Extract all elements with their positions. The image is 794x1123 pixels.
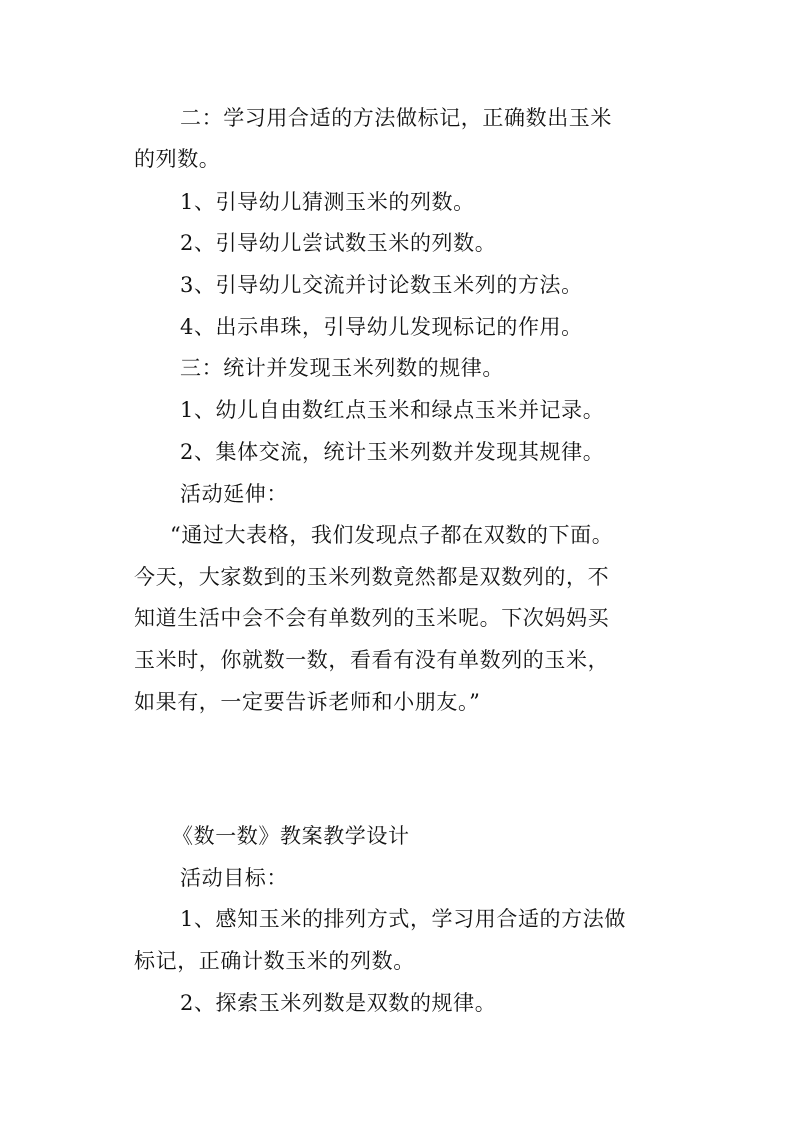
- section2-step-4: 4、出示串珠，引导幼儿发现标记的作用。: [180, 315, 583, 339]
- extension-quote-line-4: 玉米时，你就数一数，看看有没有单数列的玉米，: [134, 648, 610, 672]
- section2-step-1: 1、引导幼儿猜测玉米的列数。: [180, 190, 475, 214]
- extension-quote-line-3: 知道生活中会不会有单数列的玉米呢。下次妈妈买: [134, 606, 610, 630]
- section3-step-2: 2、集体交流，统计玉米列数并发现其规律。: [180, 440, 605, 464]
- extension-quote-line-1: “通过大表格，我们发现点子都在双数的下面。: [170, 523, 614, 547]
- section2-heading-line2: 的列数。: [134, 147, 221, 171]
- extension-heading: 活动延伸：: [180, 482, 288, 506]
- goal-1-line-2: 标记，正确计数玉米的列数。: [134, 949, 415, 973]
- extension-quote-line-2: 今天，大家数到的玉米列数竟然都是双数列的，不: [134, 565, 610, 589]
- goal-1-line-1: 1、感知玉米的排列方式，学习用合适的方法做: [180, 907, 626, 931]
- section3-heading: 三：统计并发现玉米列数的规律。: [180, 356, 504, 380]
- lesson-title: 《数一数》教案教学设计: [172, 824, 410, 848]
- section2-heading-line1: 二：学习用合适的方法做标记，正确数出玉米: [180, 106, 612, 130]
- section2-step-2: 2、引导幼儿尝试数玉米的列数。: [180, 231, 497, 255]
- section2-step-3: 3、引导幼儿交流并讨论数玉米列的方法。: [180, 273, 583, 297]
- extension-quote-line-5: 如果有，一定要告诉老师和小朋友。”: [134, 690, 481, 714]
- section3-step-1: 1、幼儿自由数红点玉米和绿点玉米并记录。: [180, 398, 605, 422]
- goal-2: 2、探索玉米列数是双数的规律。: [180, 991, 497, 1015]
- goals-heading: 活动目标：: [180, 866, 288, 890]
